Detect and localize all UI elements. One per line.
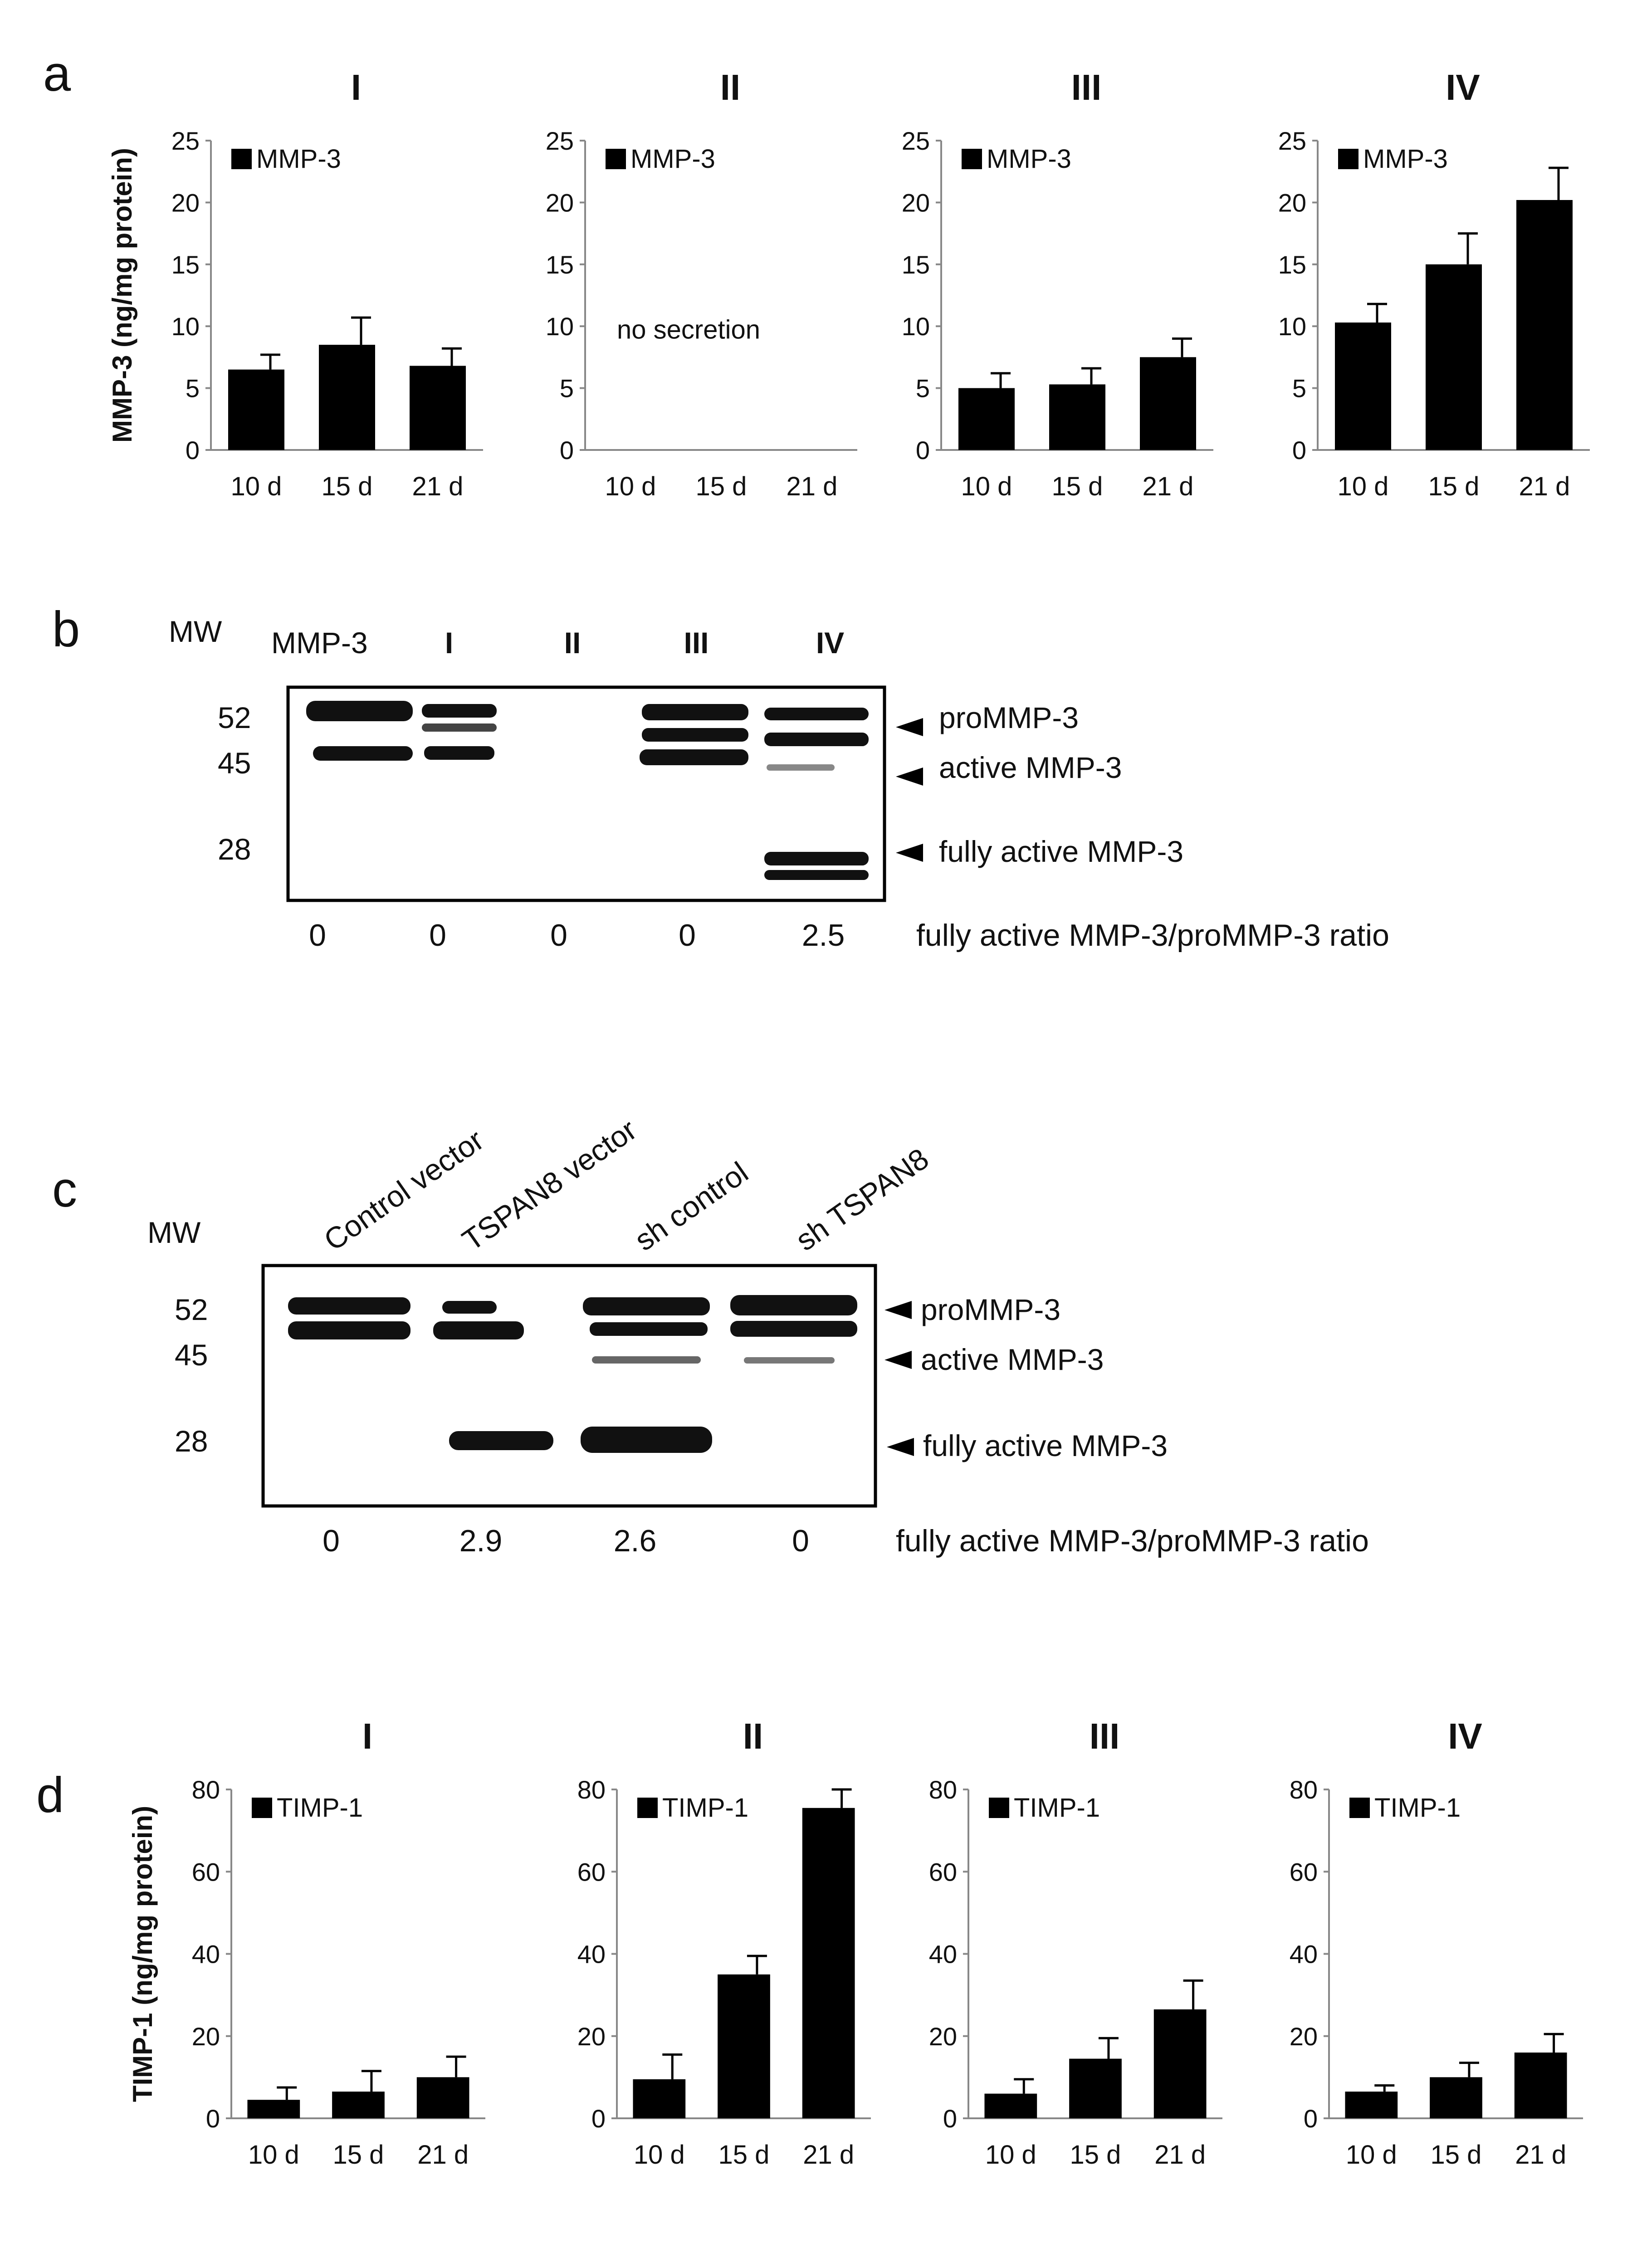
bar (1426, 264, 1482, 450)
y-tick-label: 5 (559, 374, 574, 403)
band (581, 1427, 712, 1453)
bar (958, 388, 1015, 450)
y-tick-label: 10 (545, 312, 574, 341)
x-tick-label: 10 d (985, 2140, 1036, 2170)
band-label: active MMP-3 (921, 1343, 1104, 1376)
band (313, 746, 413, 761)
x-tick-label: 15 d (1428, 472, 1480, 501)
band (422, 704, 497, 718)
ratio-value: 0 (323, 1524, 340, 1558)
ratio-value: 0 (792, 1524, 809, 1558)
panel-letter-a: a (43, 46, 71, 102)
x-tick-label: 10 d (248, 2140, 299, 2170)
band (449, 1431, 553, 1450)
band (730, 1295, 857, 1315)
band (288, 1297, 410, 1315)
ratio-value: 0 (550, 918, 567, 953)
band-label: proMMP-3 (939, 701, 1079, 734)
legend-label: MMP-3 (630, 144, 715, 174)
band-label: active MMP-3 (939, 751, 1122, 784)
ratio-value: 2.5 (801, 918, 845, 953)
bar-chart-d-2 (577, 1716, 871, 2170)
legend-swatch (637, 1798, 658, 1818)
band (730, 1321, 857, 1337)
y-tick-label: 80 (928, 1775, 957, 1804)
y-tick-label: 0 (915, 436, 930, 464)
ratio-value: 2.6 (613, 1524, 657, 1558)
panel-letter-d: d (36, 1767, 64, 1823)
bar (1049, 384, 1105, 450)
mw-marker: 28 (175, 1424, 208, 1458)
legend-label: TIMP-1 (277, 1793, 363, 1823)
chart-title: IV (1448, 1716, 1482, 1756)
bar-chart-d-4 (1290, 1716, 1583, 2170)
y-tick-label: 25 (901, 127, 930, 155)
bar (718, 1975, 770, 2118)
y-tick-label: 5 (1292, 374, 1306, 403)
x-tick-label: 21 d (417, 2140, 469, 2170)
band (288, 1321, 410, 1339)
legend-swatch (962, 149, 982, 169)
mw-header: MW (147, 1216, 201, 1249)
x-tick-label: 21 d (803, 2140, 855, 2170)
band (590, 1322, 708, 1336)
lane-label: III (684, 626, 709, 660)
bar (1345, 2092, 1398, 2118)
y-tick-label: 20 (545, 188, 574, 217)
x-tick-label: 15 d (718, 2140, 770, 2170)
legend-swatch (989, 1798, 1009, 1818)
y-tick-label: 20 (1289, 2022, 1318, 2051)
bar (1516, 200, 1573, 450)
x-tick-label: 15 d (1051, 472, 1103, 501)
legend-swatch (1338, 149, 1358, 169)
legend-swatch (1349, 1798, 1370, 1818)
x-tick-label: 21 d (1519, 472, 1570, 501)
chart-title: II (720, 67, 741, 108)
band (592, 1356, 701, 1364)
band (640, 749, 748, 765)
y-tick-label: 0 (185, 436, 200, 464)
bar-chart-a-4 (1278, 67, 1590, 501)
arrow-icon (884, 1301, 912, 1319)
band (424, 746, 494, 760)
x-tick-label: 15 d (332, 2140, 384, 2170)
bar (984, 2094, 1037, 2118)
y-tick-label: 15 (545, 250, 574, 279)
band (764, 852, 869, 865)
chart-title: I (362, 1716, 373, 1756)
mw-header: MW (169, 615, 222, 648)
arrow-icon (884, 1351, 912, 1369)
legend-swatch (252, 1798, 272, 1818)
y-tick-label: 60 (928, 1857, 957, 1887)
arrow-icon (896, 767, 923, 786)
y-tick-label: 10 (901, 312, 930, 341)
bar (228, 370, 284, 450)
x-tick-label: 21 d (786, 472, 838, 501)
lane-label: Control vector (318, 1123, 490, 1257)
arrow-icon (896, 844, 923, 862)
legend-swatch (606, 149, 626, 169)
mw-marker: 45 (218, 746, 251, 780)
y-axis-label: MMP-3 (ng/mg protein) (107, 148, 137, 443)
bar-charts (107, 67, 1590, 2170)
bar (633, 2079, 685, 2118)
bar (247, 2100, 300, 2118)
bar-chart-a-2 (546, 67, 857, 501)
x-tick-label: 10 d (633, 2140, 685, 2170)
band (764, 733, 869, 746)
y-tick-label: 15 (171, 250, 200, 279)
y-tick-label: 60 (191, 1857, 220, 1887)
panel-letter-b: b (52, 601, 80, 657)
x-tick-label: 21 d (1515, 2140, 1567, 2170)
lane-label: IV (816, 626, 845, 660)
y-tick-label: 15 (901, 250, 930, 279)
chart-title: IV (1446, 67, 1480, 108)
bar (1140, 357, 1196, 450)
y-tick-label: 20 (928, 2022, 957, 2051)
legend-label: TIMP-1 (1374, 1793, 1461, 1823)
chart-title: III (1089, 1716, 1120, 1756)
chart-title: I (351, 67, 362, 108)
bar-chart-a-1 (107, 67, 483, 501)
band (764, 708, 869, 720)
panel-letter-c: c (52, 1162, 77, 1217)
y-tick-label: 0 (205, 2104, 220, 2133)
y-tick-label: 0 (1292, 436, 1306, 464)
x-tick-label: 15 d (321, 472, 373, 501)
y-tick-label: 80 (191, 1775, 220, 1804)
bar (1154, 2009, 1207, 2118)
bar (1515, 2053, 1567, 2118)
x-tick-label: 10 d (1337, 472, 1389, 501)
legend-label: TIMP-1 (1014, 1793, 1100, 1823)
arrow-icon (887, 1438, 914, 1456)
band (583, 1297, 710, 1315)
band-label: fully active MMP-3 (939, 835, 1184, 868)
x-tick-label: 15 d (1070, 2140, 1121, 2170)
bar (410, 366, 466, 450)
band (433, 1321, 524, 1339)
x-tick-label: 10 d (961, 472, 1012, 501)
x-tick-label: 10 d (230, 472, 282, 501)
bar (417, 2077, 469, 2118)
y-tick-label: 0 (1303, 2104, 1318, 2133)
y-tick-label: 0 (943, 2104, 957, 2133)
chart-title: III (1071, 67, 1102, 108)
x-tick-label: 21 d (1142, 472, 1194, 501)
bar (1430, 2077, 1482, 2118)
y-tick-label: 80 (577, 1775, 606, 1804)
legend-label: TIMP-1 (662, 1793, 749, 1823)
legend-label: MMP-3 (987, 144, 1071, 174)
bar (1069, 2059, 1122, 2118)
x-tick-label: 15 d (695, 472, 747, 501)
ratio-label: fully active MMP-3/proMMP-3 ratio (916, 918, 1389, 953)
bar (802, 1808, 855, 2118)
legend-swatch (231, 149, 252, 169)
ratio-value: 0 (309, 918, 326, 953)
y-tick-label: 40 (928, 1940, 957, 1969)
y-axis-label: TIMP-1 (ng/mg protein) (127, 1805, 158, 2102)
legend-label: MMP-3 (256, 144, 341, 174)
bar (1335, 323, 1391, 450)
y-tick-label: 20 (171, 188, 200, 217)
band (642, 728, 748, 742)
mw-marker: 45 (175, 1338, 208, 1372)
legend-label: MMP-3 (1363, 144, 1448, 174)
y-tick-label: 60 (1289, 1857, 1318, 1887)
chart-annotation: no secretion (617, 315, 760, 345)
x-tick-label: 15 d (1430, 2140, 1482, 2170)
y-tick-label: 5 (185, 374, 200, 403)
lane-label: MMP-3 (271, 626, 368, 660)
band (764, 870, 869, 880)
lane-label: sh control (628, 1155, 754, 1257)
bar (332, 2092, 385, 2118)
y-tick-label: 10 (1278, 312, 1306, 341)
western-blot-c (147, 1113, 1369, 1558)
band (767, 764, 835, 771)
bar-chart-a-3 (902, 67, 1213, 501)
mw-marker: 28 (218, 832, 251, 866)
ratio-value: 0 (429, 918, 446, 953)
arrow-icon (896, 718, 923, 736)
lane-label: II (564, 626, 581, 660)
y-tick-label: 5 (915, 374, 930, 403)
band (642, 704, 748, 720)
band (422, 723, 497, 732)
x-tick-label: 10 d (1345, 2140, 1397, 2170)
band-label: proMMP-3 (921, 1293, 1061, 1326)
y-tick-label: 60 (577, 1857, 606, 1887)
y-tick-label: 20 (577, 2022, 606, 2051)
x-tick-label: 21 d (1154, 2140, 1206, 2170)
bar-chart-d-3 (929, 1716, 1222, 2170)
ratio-label: fully active MMP-3/proMMP-3 ratio (896, 1524, 1369, 1558)
x-tick-label: 10 d (605, 472, 656, 501)
y-tick-label: 20 (191, 2022, 220, 2051)
band-label: fully active MMP-3 (923, 1429, 1168, 1462)
lane-label: TSPAN8 vector (456, 1112, 643, 1257)
y-tick-label: 15 (1278, 250, 1306, 279)
y-tick-label: 40 (577, 1940, 606, 1969)
y-tick-label: 25 (171, 127, 200, 155)
y-tick-label: 25 (1278, 127, 1306, 155)
y-tick-label: 80 (1289, 1775, 1318, 1804)
y-tick-label: 25 (545, 127, 574, 155)
y-tick-label: 10 (171, 312, 200, 341)
y-tick-label: 40 (191, 1940, 220, 1969)
bar-chart-d-1 (127, 1716, 485, 2170)
ratio-value: 0 (679, 918, 696, 953)
ratio-value: 2.9 (459, 1524, 503, 1558)
band (306, 701, 413, 721)
mw-marker: 52 (175, 1293, 208, 1326)
band (744, 1357, 835, 1364)
lane-label: sh TSPAN8 (789, 1141, 935, 1257)
chart-title: II (743, 1716, 763, 1756)
x-tick-label: 21 d (412, 472, 464, 501)
lane-label: I (445, 626, 454, 660)
y-tick-label: 0 (559, 436, 574, 464)
y-tick-label: 40 (1289, 1940, 1318, 1969)
mw-marker: 52 (218, 701, 251, 734)
y-tick-label: 0 (591, 2104, 606, 2133)
bar (319, 345, 375, 450)
y-tick-label: 20 (1278, 188, 1306, 217)
band (442, 1301, 497, 1314)
western-blot-b (169, 615, 1389, 953)
y-tick-label: 20 (901, 188, 930, 217)
